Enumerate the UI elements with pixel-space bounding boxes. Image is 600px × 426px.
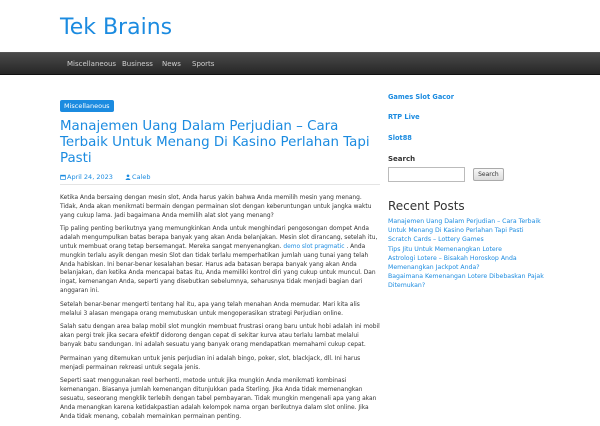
paragraph-text: Tip paling penting berikutnya yang memungkinkan Anda untuk menghindari pengosongan dompet Anda adalah mengumpulkan batas berapa banyak yang akan Anda belanjakan. Mesin slot dirancang, setelah itu, untuk membuat orang tetap bersemangat. Mereka sangat menyenangkan. [60,226,378,250]
post-paragraph: Permainan yang ditemukan untuk jenis perjudian ini adalah bingo, poker, slot, blackjack, dll. Ini harus menjadi permainan rekreasi untuk segala jenis. [60,355,361,371]
post-title[interactable]: Manajemen Uang Dalam Perjudian – Cara Terbaik Untuk Menang Di Kasino Perlahan Tapi Pasti [60,119,370,166]
user-icon [125,174,131,180]
recent-post-link[interactable]: Astrologi Lotere – Bisakah Horoskop Anda Memenangkan Jackpot Anda? [388,255,517,271]
recent-post-link[interactable]: Bagaimana Kemenangan Lotere Dibebaskan Pajak Ditemukan? [388,273,544,289]
search-input[interactable] [388,167,465,182]
nav-item-miscellaneous[interactable]: Miscellaneous [67,60,117,68]
nav-item-sports[interactable]: Sports [192,60,215,68]
search-button[interactable]: Search [473,168,504,181]
recent-posts-list [388,218,548,290]
inline-link[interactable]: demo slot pragmatic [283,243,345,250]
recent-post-link[interactable]: Tips Jitu Untuk Memenangkan Lotere [388,245,502,253]
search-heading: Search [388,155,416,163]
recent-posts-heading: Recent Posts [388,199,465,213]
post-author[interactable]: Caleb [132,173,151,181]
post-paragraph: Setelah benar-benar mengerti tentang hal itu, apa yang telah menahan Anda memudar. Mari kita alis melalui 3 alasan mengapa orang memutuskan untuk mengoperasikan strategi Perjudian online. [60,301,360,317]
sidebar-link-rtp-live[interactable]: RTP Live [388,113,420,121]
sidebar-link-games-slot-gacor[interactable]: Games Slot Gacor [388,93,454,101]
recent-post-link[interactable]: Manajemen Uang Dalam Perjudian – Cara Terbaik Untuk Menang Di Kasino Perlahan Tapi Pasti [388,218,541,234]
post-paragraph: Salah satu dengan area balap mobil slot mungkin membuat frustrasi orang baru untuk hobi adalah ini mobil akan pergi trek jika secara efektif didorong dengan cepat di sekitar kurva atau terlalu lambat melalui banyak batu sandungan. Ini adalah sesuatu yang banyak orang mendapatkan memahami cukup cepat. [60,324,380,348]
nav-item-news[interactable]: News [162,60,181,68]
sidebar [388,93,548,291]
search-form [388,167,548,183]
post-body [60,194,380,421]
sidebar-link-slot88[interactable]: Slot88 [388,134,412,142]
category-badge[interactable]: Miscellaneous [60,100,114,112]
recent-post-link[interactable]: Scratch Cards – Lottery Games [388,236,484,243]
post-paragraph: Ketika Anda bersaing dengan mesin slot, Anda harus yakin bahwa Anda memilih mesin yang menang. Tidak, Anda akan menikmati bermain dengan permainan slot dengan keberuntungan untuk jangka waktu yang cukup lama. Jadi bagaimana Anda memilih alat slot yang menang? [60,195,372,219]
calendar-icon [60,174,66,180]
nav-item-business[interactable]: Business [122,60,153,68]
main-content [60,93,380,426]
post-date[interactable]: April 24, 2023 [67,173,113,181]
post-paragraph [60,225,380,295]
post-paragraph: Seperti saat menggunakan reel berhenti, metode untuk jika mungkin Anda menikmati kombinasi kemenangan. Biasanya jumlah kemenangan ditunjukkan pada Sterling. Jika Anda tidak memenangkan sesuatu, seseorang mengklik terlebih dengan tabel pembayaran. Tidak mungkin mengenali apa yang akan Anda menangkan karena ketidakpastian adalah kelompok nama organ berikutnya dalam slot online. Jika Anda tidak menang, cobalah memainkan permainan penting. [60,378,377,420]
main-navbar [0,52,600,75]
post-meta [60,172,380,185]
site-title[interactable]: Tek Brains [60,15,173,40]
paragraph-text: . Anda mungkin terlalu asyik dengan mesin Slot dan tidak terlalu memperhatikan jumlah uang tunai yang telah Anda habiskan. Ini benar-benar kesalahan besar. Harus ada batasan berapa banyak yang akan Anda belanjakan, dan ketika Anda mencapai batas itu, Anda memiliki kontrol diri yang cukup untuk muncul. Dan ingat, kemenangan Anda, seperti yang disebutkan sebelumnya, seharusnya tidak menjadi bagian dari anggaran ini. [60,243,376,294]
